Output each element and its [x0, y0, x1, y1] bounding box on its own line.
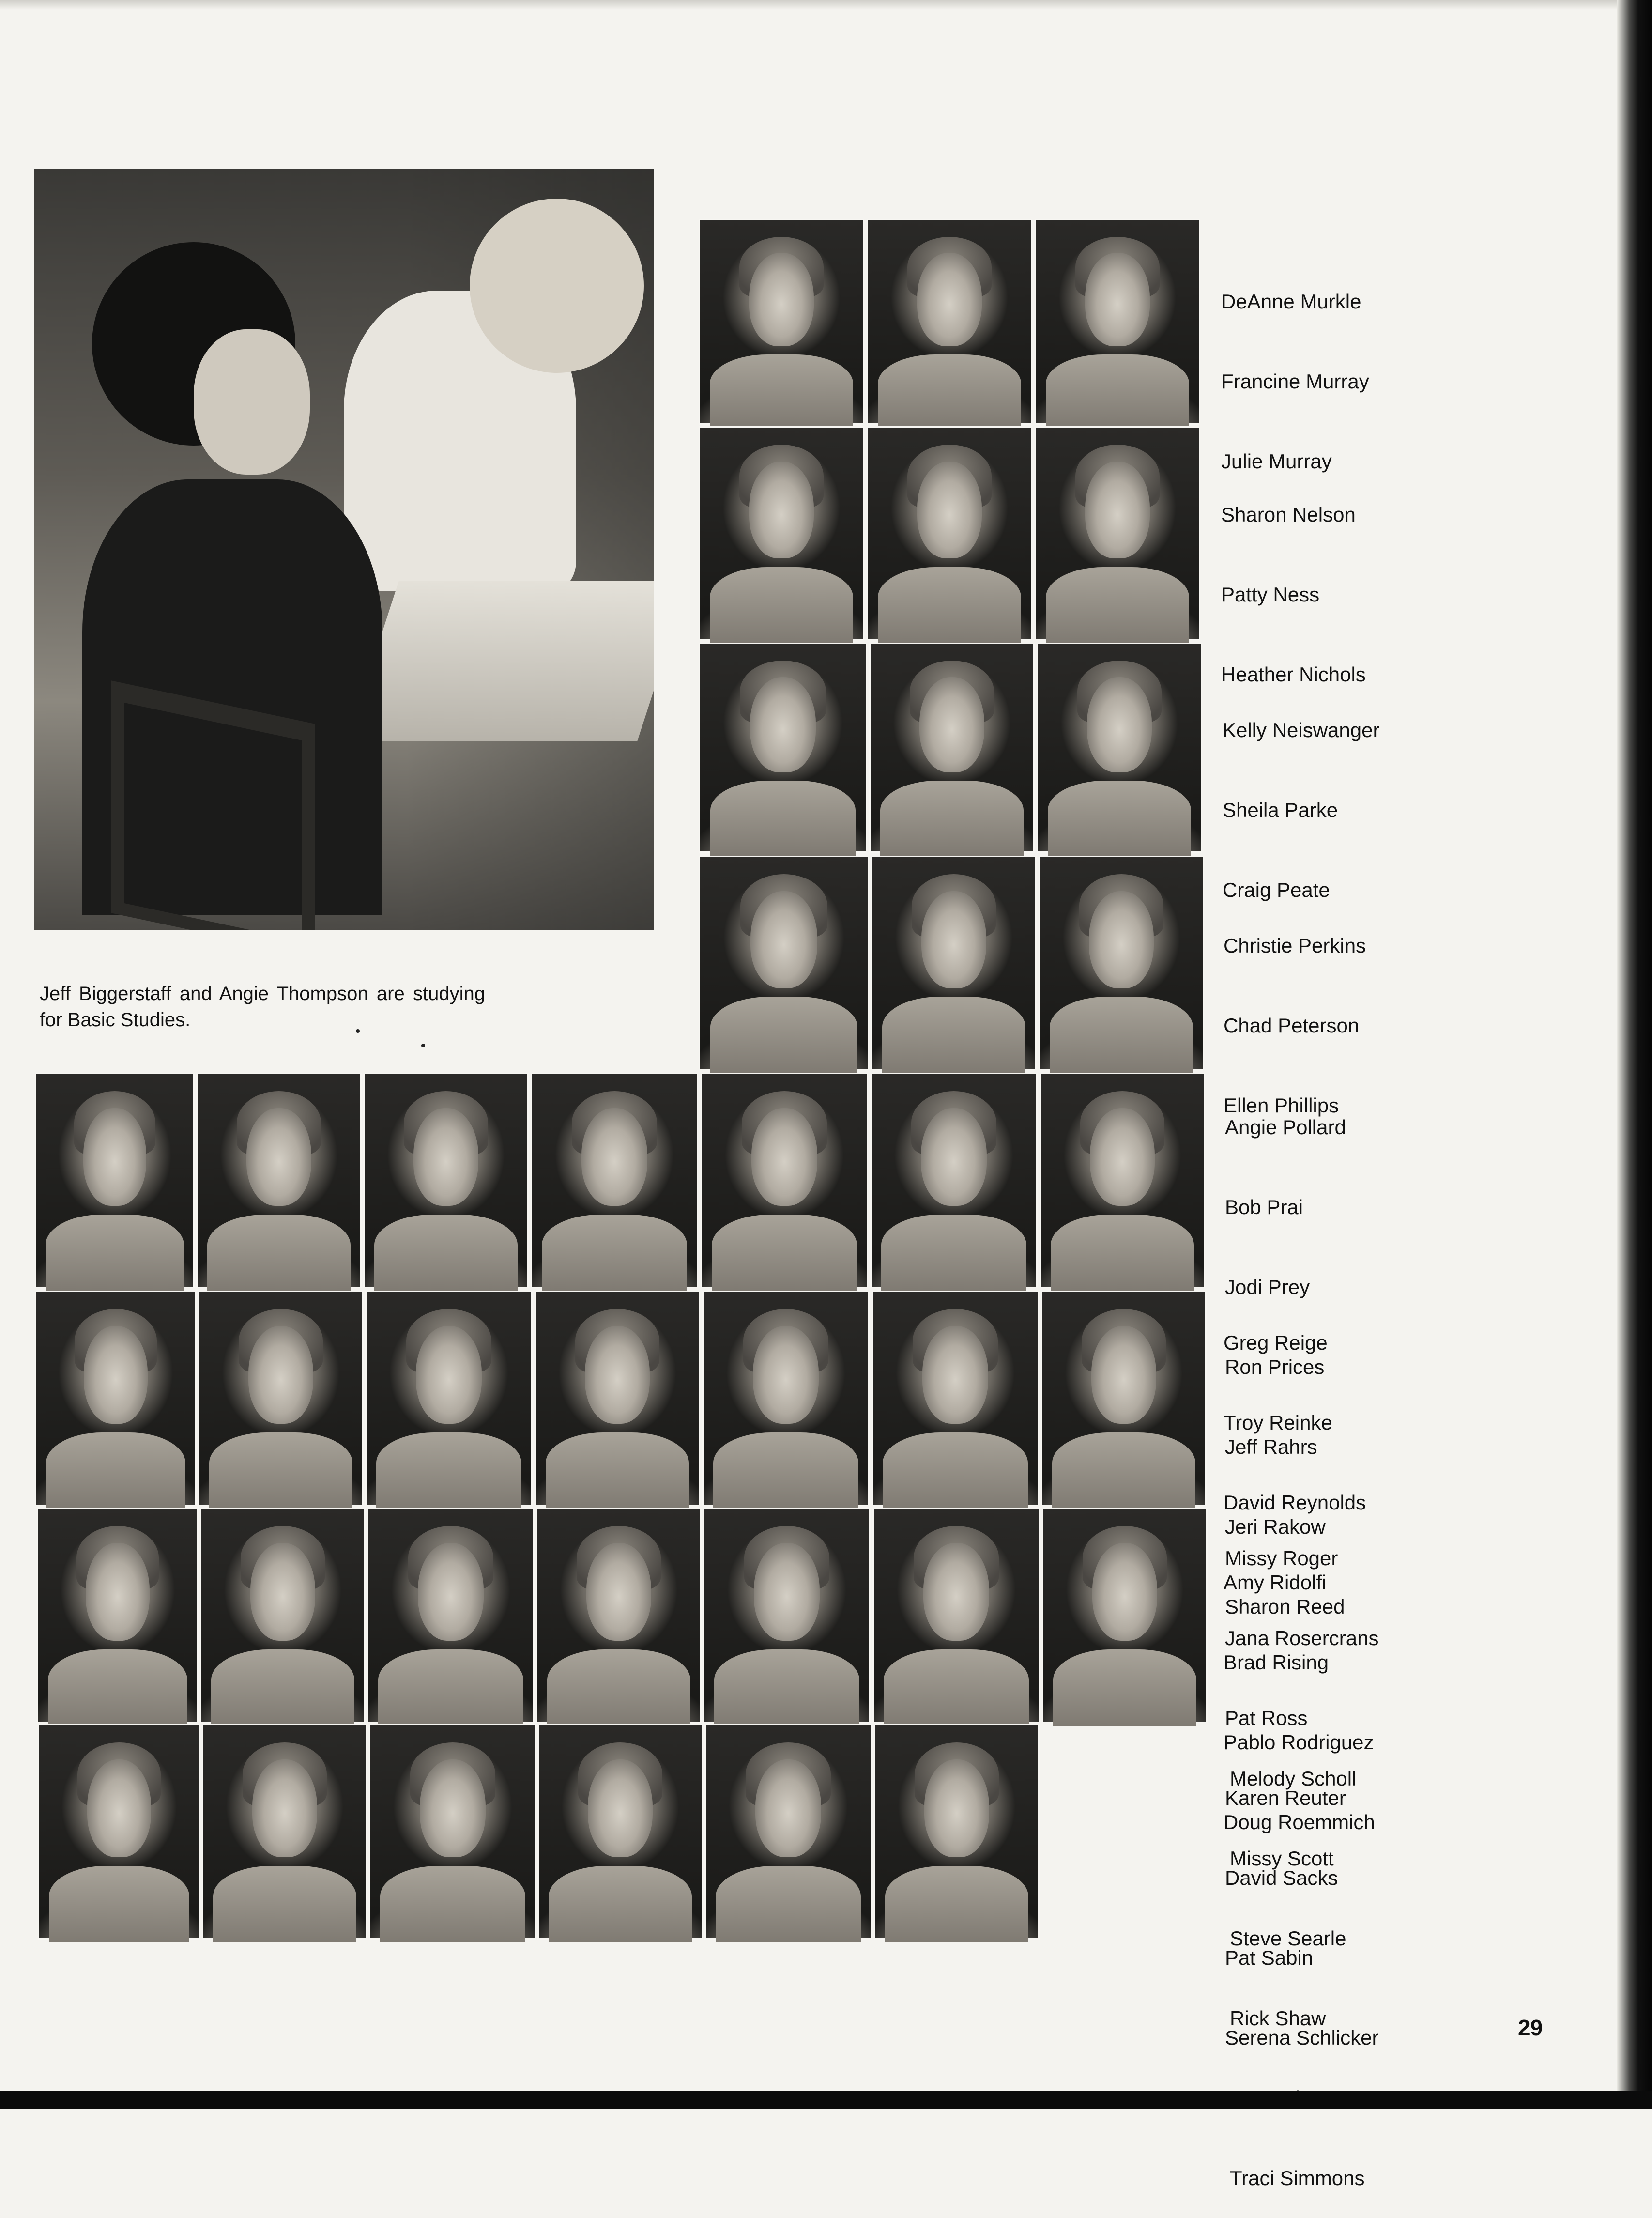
student-name: Pablo Rodriguez: [1224, 1731, 1374, 1754]
student-name: Sharon Nelson: [1221, 503, 1356, 526]
portrait: [363, 1073, 529, 1288]
student-name: Serena Schlicker: [1225, 2026, 1379, 2049]
student-name: Heather Nichols: [1221, 663, 1366, 686]
student-name: Karen Reuter: [1225, 1787, 1346, 1809]
portrait: [871, 856, 1037, 1070]
portrait: [38, 1724, 200, 1940]
student-name: Doug Roemmich: [1224, 1811, 1375, 1833]
student-name: Melody Scholl: [1230, 1767, 1357, 1790]
student-hair: [470, 199, 644, 373]
student-name: Sharon Reed: [1225, 1595, 1345, 1618]
portrait: [1041, 1291, 1207, 1506]
student-name: Kelly Neiswanger: [1223, 719, 1380, 741]
student-name: Rick Shaw: [1230, 2007, 1326, 2030]
portrait: [699, 856, 869, 1070]
student-name: David Sacks: [1225, 1866, 1338, 1889]
student-name: Troy Reinke: [1224, 1411, 1332, 1434]
chair: [111, 680, 315, 930]
desk: [347, 581, 654, 741]
student-name: Ron Prices: [1225, 1355, 1325, 1378]
binding-edge: [1617, 0, 1652, 2109]
student-name: Pat Sabin: [1225, 1946, 1314, 1969]
portrait: [198, 1291, 364, 1506]
student-name: Steve Searle: [1230, 1927, 1346, 1950]
photo-caption: Jeff Biggerstaff and Angie Thompson are studying for Basic Studies.: [40, 983, 485, 1031]
portrait: [367, 1508, 535, 1723]
portrait: [1039, 856, 1204, 1070]
student-name: Francine Murray: [1221, 370, 1369, 393]
portrait: [701, 1073, 868, 1288]
portrait: [531, 1073, 698, 1288]
student-name: Brad Rising: [1224, 1651, 1329, 1674]
portrait: [1040, 1073, 1205, 1288]
portrait: [870, 1073, 1038, 1288]
portrait: [703, 1508, 871, 1723]
portrait: [1042, 1508, 1208, 1723]
student-name: Christie Perkins: [1224, 934, 1366, 957]
portrait: [35, 1073, 195, 1288]
portrait: [872, 1291, 1039, 1506]
name-list: [1230, 1712, 1364, 2218]
student-name: Bob Prai: [1225, 1196, 1303, 1218]
portrait: [200, 1508, 366, 1723]
portrait: [1035, 426, 1200, 640]
portrait: [874, 1724, 1040, 1940]
portrait: [699, 426, 864, 640]
portrait: [202, 1724, 367, 1940]
portrait: [699, 219, 864, 425]
student-name: Missy Scott: [1230, 1847, 1334, 1870]
portrait: [867, 219, 1032, 425]
page-top-shadow: [0, 0, 1652, 10]
student-name: Chad Peterson: [1224, 1014, 1360, 1037]
print-speck: [421, 1044, 425, 1047]
student-name: Jeri Rakow: [1225, 1515, 1326, 1538]
student-name: Jana Rosercrans: [1225, 1627, 1379, 1649]
student-name: Amy Ridolfi: [1224, 1571, 1327, 1594]
portrait: [535, 1291, 700, 1506]
print-speck: [356, 1029, 360, 1033]
portrait: [369, 1724, 536, 1940]
student-name: Angie Pollard: [1225, 1116, 1346, 1139]
student-name: Pat Ross: [1225, 1707, 1308, 1729]
candid-photo: [34, 169, 654, 930]
student-name: Patty Ness: [1221, 583, 1320, 606]
student-name: Missy Roger: [1225, 1547, 1338, 1570]
portrait: [196, 1073, 362, 1288]
student-name: Jeff Rahrs: [1225, 1435, 1317, 1458]
student-name: DeAnne Murkle: [1221, 290, 1361, 313]
page-number: 29: [1518, 2015, 1543, 2040]
portrait: [869, 643, 1035, 853]
portrait: [1037, 643, 1202, 853]
student-name: Greg Reige: [1224, 1331, 1328, 1354]
student-face: [194, 329, 310, 475]
portrait: [35, 1291, 197, 1506]
portrait: [365, 1291, 533, 1506]
student-name: Sheila Parke: [1223, 799, 1338, 821]
scan-edge: [0, 2091, 1652, 2109]
student-name: Craig Peate: [1223, 878, 1330, 901]
portrait: [537, 1724, 703, 1940]
student-name: Traci Simmons: [1230, 2167, 1365, 2189]
portrait: [699, 643, 867, 853]
portrait: [37, 1508, 199, 1723]
portrait: [867, 426, 1032, 640]
student-name: David Reynolds: [1224, 1491, 1366, 1514]
student-name: Jodi Prey: [1225, 1276, 1310, 1298]
portrait: [1035, 219, 1200, 425]
student-name: Ellen Phillips: [1224, 1094, 1339, 1117]
portrait: [702, 1291, 870, 1506]
portrait: [536, 1508, 702, 1723]
student-name: Julie Murray: [1221, 450, 1332, 473]
portrait: [872, 1508, 1040, 1723]
portrait: [704, 1724, 872, 1940]
